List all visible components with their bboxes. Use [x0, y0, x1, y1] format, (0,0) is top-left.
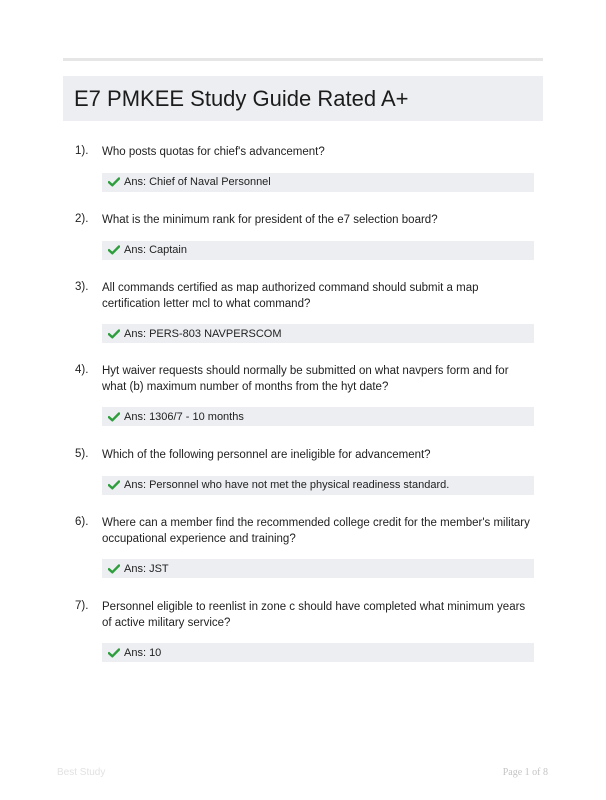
question-number: 4). [75, 364, 89, 376]
question-text: Hyt waiver requests should normally be submitted on what navpers form and for what (b) maximum number of months from the hyt date? [102, 365, 509, 393]
answer-bar [102, 241, 534, 260]
question-number: 6). [75, 516, 89, 528]
question-text: All commands certified as map authorized command should submit a map certification letter mcl to what command? [102, 282, 479, 310]
checkmark-icon [108, 177, 120, 187]
question-text: Personnel eligible to reenlist in zone c should have completed what minimum years of active military service? [102, 601, 526, 629]
answer-bar [102, 173, 534, 192]
question-number: 7). [75, 600, 89, 612]
question-item [63, 145, 543, 192]
question-number: 3). [75, 281, 89, 293]
question-text: What is the minimum rank for president of the e7 selection board? [102, 214, 438, 226]
checkmark-icon [108, 648, 120, 658]
answer-text: Ans: JST [124, 562, 169, 575]
question-item [63, 364, 543, 426]
answer-text: Ans: Captain [124, 244, 187, 256]
question-item [63, 281, 543, 343]
question-item [63, 516, 543, 578]
question-item [63, 600, 543, 662]
question-item [63, 213, 543, 260]
checkmark-icon [108, 412, 120, 422]
answer-bar [102, 324, 534, 343]
answer-text: Ans: 1306/7 - 10 months [124, 410, 244, 423]
answer-bar [102, 643, 534, 662]
title-band [63, 76, 543, 121]
answer-text: Ans: 10 [124, 646, 162, 659]
top-divider [63, 58, 543, 61]
page-number: Page 1 of 8 [502, 767, 548, 778]
checkmark-icon [108, 329, 120, 339]
answer-bar [102, 476, 534, 495]
question-number: 2). [75, 213, 89, 225]
answer-text: Ans: Personnel who have not met the physical readiness standard. [124, 479, 450, 491]
answer-text: Ans: Chief of Naval Personnel [124, 176, 271, 188]
answer-bar [102, 407, 534, 426]
footer-brand: Best Study [57, 767, 106, 778]
checkmark-icon [108, 245, 120, 255]
answer-text: Ans: PERS-803 NAVPERSCOM [124, 327, 282, 340]
question-number: 5). [75, 448, 89, 460]
page-title: E7 PMKEE Study Guide Rated A+ [74, 85, 409, 111]
question-text: Which of the following personnel are ineligible for advancement? [102, 449, 431, 461]
question-item [63, 448, 543, 495]
answer-bar [102, 559, 534, 578]
question-number: 1). [75, 145, 89, 157]
checkmark-icon [108, 564, 120, 574]
question-text: Where can a member find the recommended college credit for the member's military occupational experience and training? [102, 517, 530, 545]
question-text: Who posts quotas for chief's advancement? [102, 146, 325, 158]
checkmark-icon [108, 480, 120, 490]
